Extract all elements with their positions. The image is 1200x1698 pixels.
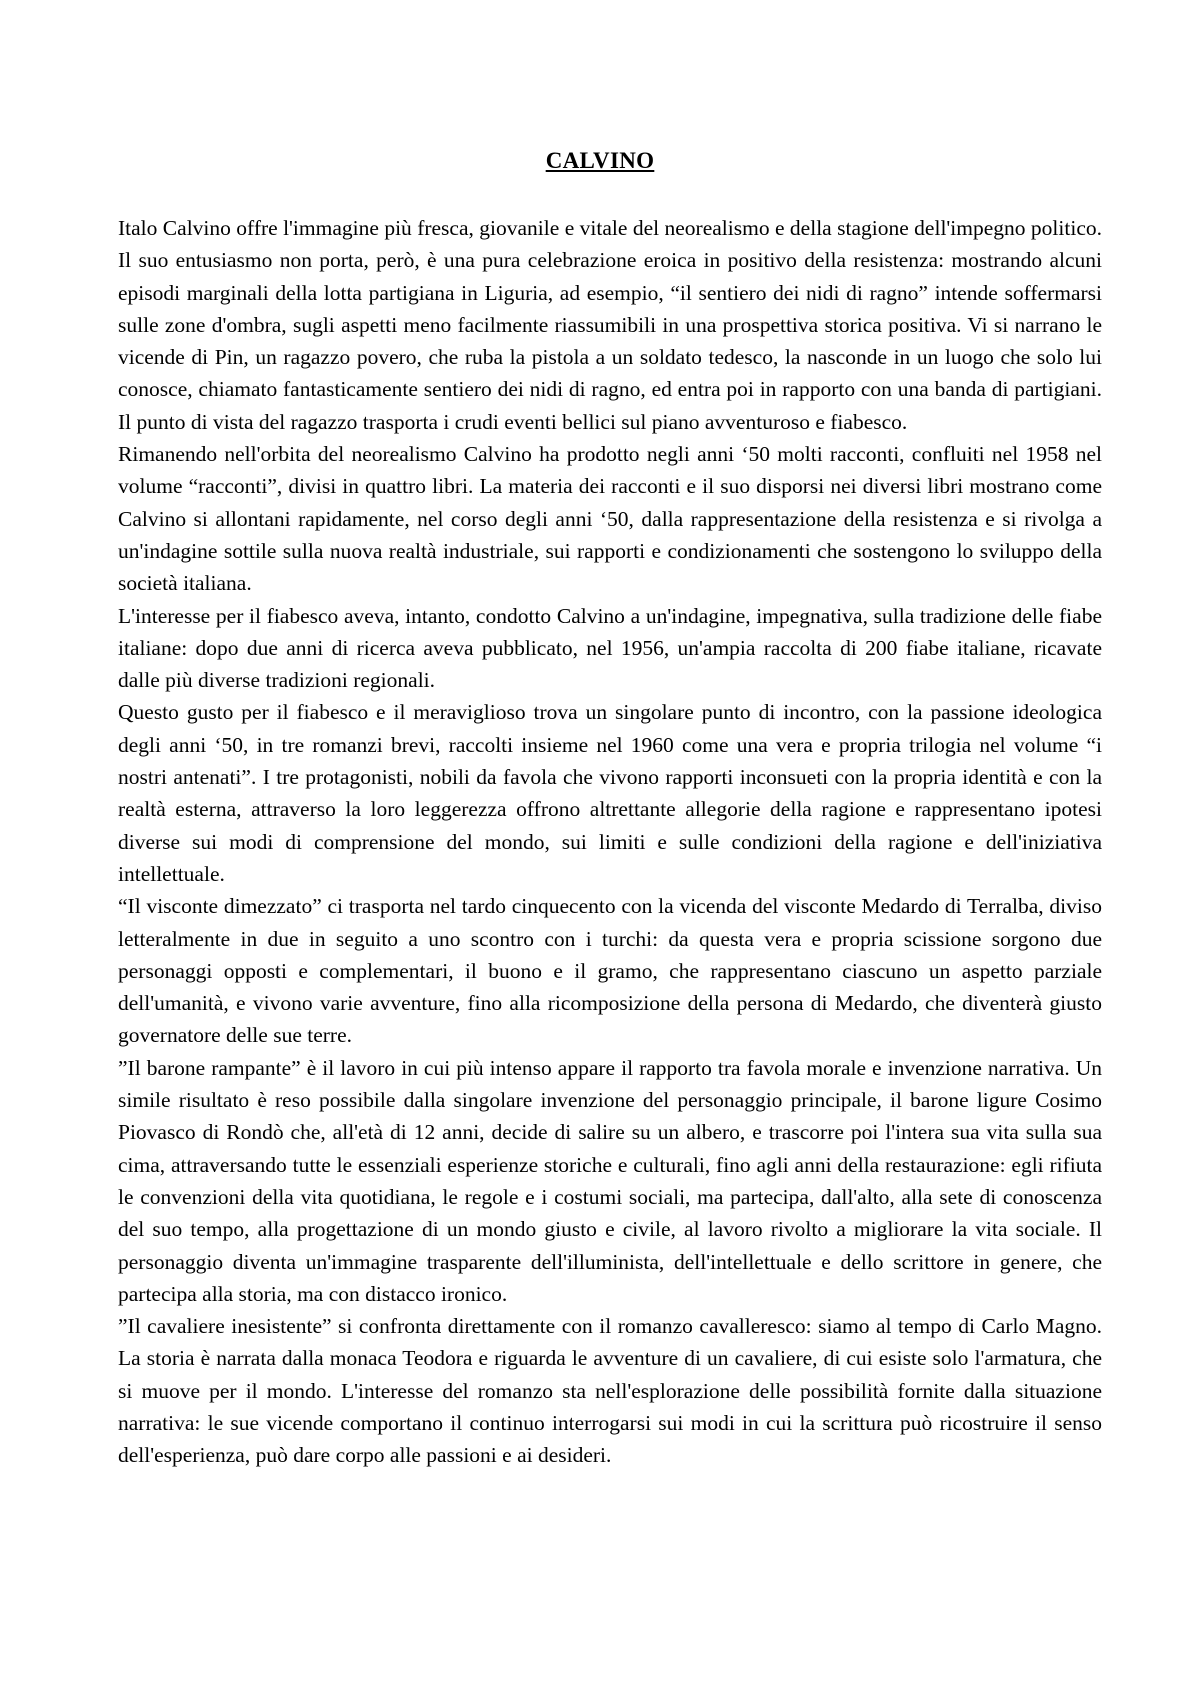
paragraph: “Il visconte dimezzato” ci trasporta nel tardo cinquecento con la vicenda del visconte Medardo di Terralba, diviso letteralmente in due in seguito a uno scontro con i turchi: da questa vera e propria scissione sorgono due personaggi opposti e complementari, il buono e il gramo, che rappresentano ciascuno un aspetto parziale dell'umanità, e vivono varie avventure, fino alla ricomposizione della persona di Medardo, che diventerà giusto governatore delle sue terre. <box>118 894 1102 1048</box>
document-body <box>118 212 1102 1472</box>
paragraph: Rimanendo nell'orbita del neorealismo Calvino ha prodotto negli anni ‘50 molti racconti, confluiti nel 1958 nel volume “racconti”, divisi in quattro libri. La materia dei racconti e il suo disporsi nei diversi libri mostrano come Calvino si allontani rapidamente, nel corso degli anni ‘50, dalla rappresentazione della resistenza e si rivolga a un'indagine sottile sulla nuova realtà industriale, sui rapporti e condizionamenti che sostengono lo sviluppo della società italiana. <box>118 442 1102 596</box>
paragraph: ”Il barone rampante” è il lavoro in cui più intenso appare il rapporto tra favola morale e invenzione narrativa. Un simile risultato è reso possibile dalla singolare invenzione del personaggio principale, il barone ligure Cosimo Piovasco di Rondò che, all'età di 12 anni, decide di salire su un albero, e trascorre poi l'intera sua vita sulla sua cima, attraversando tutte le essenziali esperienze storiche e culturali, fino agli anni della restaurazione: egli rifiuta le convenzioni della vita quotidiana, le regole e i costumi sociali, ma partecipa, dall'alto, alla sete di conoscenza del suo tempo, alla progettazione di un mondo giusto e civile, al lavoro rivolto a migliorare la vita sociale. Il personaggio diventa un'immagine trasparente dell'illuminista, dell'intellettuale e dello scrittore in genere, che partecipa alla storia, ma con distacco ironico. <box>118 1055 1102 1306</box>
paragraph: L'interesse per il fiabesco aveva, intanto, condotto Calvino a un'indagine, impegnativa, sulla tradizione delle fiabe italiane: dopo due anni di ricerca aveva pubblicato, nel 1956, un'ampia raccolta di 200 fiabe italiane, ricavate dalle più diverse tradizioni regionali. <box>118 603 1102 693</box>
paragraph: ”Il cavaliere inesistente” si confronta direttamente con il romanzo cavalleresco: siamo al tempo di Carlo Magno. La storia è narrata dalla monaca Teodora e riguarda le avventure di un cavaliere, di cui esiste solo l'armatura, che si muove per il mondo. L'interesse del romanzo sta nell'esplorazione delle possibilità fornite dalla situazione narrativa: le sue vicende comportano il continuo interrogarsi sui modi in cui la scrittura può ricostruire il senso dell'esperienza, può dare corpo alle passioni e ai desideri. <box>118 1314 1102 1468</box>
paragraph: Italo Calvino offre l'immagine più fresca, giovanile e vitale del neorealismo e della stagione dell'impegno politico. Il suo entusiasmo non porta, però, è una pura celebrazione eroica in positivo della resistenza: mostrando alcuni episodi marginali della lotta partigiana in Liguria, ad esempio, “il sentiero dei nidi di ragno” intende soffermarsi sulle zone d'ombra, sugli aspetti meno facilmente riassumibili in una prospettiva storica positiva. Vi si narrano le vicende di Pin, un ragazzo povero, che ruba la pistola a un soldato tedesco, la nasconde in un luogo che solo lui conosce, chiamato fantasticamente sentiero dei nidi di ragno, ed entra poi in rapporto con una banda di partigiani. Il punto di vista del ragazzo trasporta i crudi eventi bellici sul piano avventuroso e fiabesco. <box>118 216 1102 434</box>
document-title: CALVINO <box>545 148 655 173</box>
paragraph: Questo gusto per il fiabesco e il meraviglioso trova un singolare punto di incontro, con la passione ideologica degli anni ‘50, in tre romanzi brevi, raccolti insieme nel 1960 come una vera e propria trilogia nel volume “i nostri antenati”. I tre protagonisti, nobili da favola che vivono rapporti inconsueti con la propria identità e con la realtà esterna, attraverso la loro leggerezza offrono altrettante allegorie della ragione e rappresentano ipotesi diverse sui modi di comprensione del mondo, sui limiti e sulle condizioni della ragione e dell'iniziativa intellettuale. <box>118 700 1102 886</box>
